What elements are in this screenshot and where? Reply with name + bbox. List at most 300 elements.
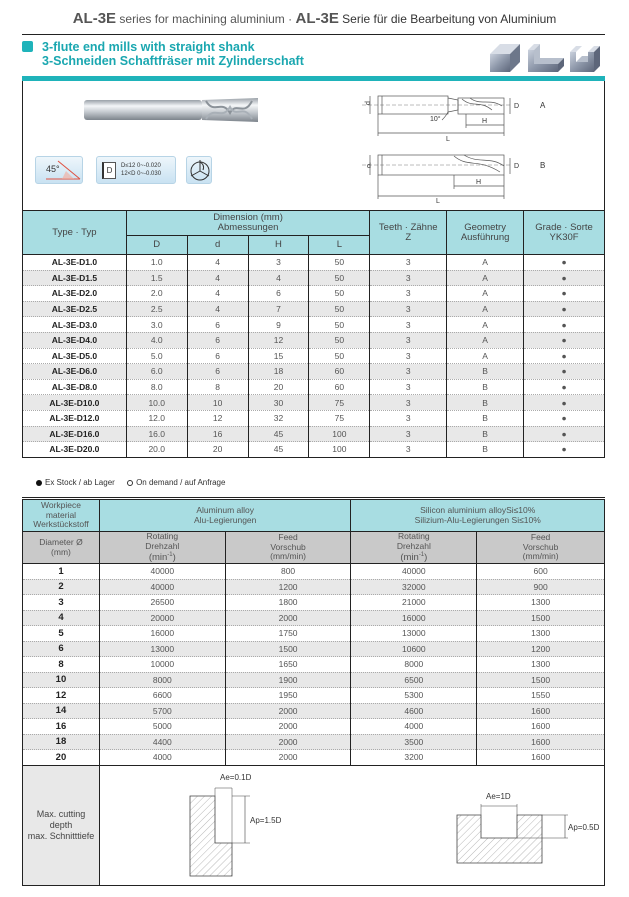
- series-text-de: Serie für die Bearbeitung von Aluminium: [342, 12, 557, 26]
- table-row: [23, 610, 605, 626]
- cell-stock: ●: [524, 255, 605, 271]
- label-D-a: D: [514, 103, 520, 110]
- cell-stock: ●: [524, 379, 605, 395]
- ex-stock-label: Ex Stock / ab Lager: [45, 478, 115, 487]
- series-code-2: AL-3E: [295, 10, 339, 27]
- cell-stock: ●: [524, 270, 605, 286]
- header-feed-2: Vorschub: [522, 541, 559, 552]
- label-angle-a: 10°: [430, 116, 441, 123]
- cell-geometry: A: [447, 317, 524, 333]
- cell-si-feed: 1300: [477, 626, 605, 642]
- cell-l: 75: [309, 395, 370, 411]
- cell-d: 20: [187, 442, 248, 458]
- header-feed-1: Feed: [530, 532, 551, 543]
- cell-geometry: B: [447, 379, 524, 395]
- cell-dia: 4: [23, 610, 100, 626]
- helix-angle-value: 45°: [46, 164, 60, 174]
- cell-d: 1.5: [126, 270, 187, 286]
- label-d-b: d: [367, 163, 371, 170]
- cell-geometry: B: [447, 364, 524, 380]
- dimension-table: [22, 210, 605, 458]
- geometry-label-a: A: [540, 101, 546, 110]
- header-grade-de: YK30F: [549, 231, 579, 243]
- cell-geometry: A: [447, 286, 524, 302]
- cell-d: 16: [187, 426, 248, 442]
- cell-alu-rpm: 5000: [99, 719, 225, 735]
- cell-stock: ●: [524, 395, 605, 411]
- cell-d: 10: [187, 395, 248, 411]
- diameter-tolerance-icon: D: [102, 162, 116, 179]
- cell-z: 3: [370, 426, 447, 442]
- header-d: d: [187, 236, 248, 255]
- table-row: [23, 286, 605, 302]
- cell-z: 3: [370, 442, 447, 458]
- cell-stock: ●: [524, 348, 605, 364]
- table-row: [23, 332, 605, 348]
- cell-l: 100: [309, 426, 370, 442]
- cell-stock: ●: [524, 410, 605, 426]
- cell-alu-feed: 1500: [225, 641, 351, 657]
- cell-z: 3: [370, 410, 447, 426]
- header-workpiece-1: Workpiece: [40, 500, 81, 511]
- header-teeth-de: Z: [405, 231, 412, 243]
- stock-legend: [36, 478, 225, 487]
- cell-type: AL-3E-D4.0: [23, 332, 127, 348]
- cell-si-rpm: 13000: [351, 626, 477, 642]
- cell-d: 6: [187, 364, 248, 380]
- cell-z: 3: [370, 270, 447, 286]
- header-feed-1: Feed: [278, 532, 298, 543]
- cell-l: 100: [309, 442, 370, 458]
- header-rot-2: Drehzahl: [396, 540, 431, 551]
- series-code: AL-3E: [72, 10, 117, 27]
- cell-type: AL-3E-D20.0: [23, 442, 127, 458]
- max-cutting-depth-label: [23, 765, 100, 885]
- cell-dia: 6: [23, 641, 100, 657]
- header-workpiece-3: Werkstückstoff: [33, 519, 89, 530]
- cell-stock: ●: [524, 286, 605, 302]
- cell-d: 12: [187, 410, 248, 426]
- cell-type: AL-3E-D2.5: [23, 301, 127, 317]
- label-H-a: H: [482, 118, 488, 125]
- cell-alu-rpm: 26500: [99, 595, 225, 611]
- header-workpiece-2: material: [45, 509, 77, 520]
- header-H: H: [248, 236, 309, 255]
- cell-z: 3: [370, 286, 447, 302]
- cell-si-rpm: 4600: [351, 703, 477, 719]
- cell-alu-feed: 800: [225, 564, 351, 580]
- header-alu-en: Aluminum alloy: [196, 505, 255, 515]
- table-row: [23, 719, 605, 735]
- three-flute-section-icon: [187, 157, 213, 185]
- cell-si-feed: 1600: [477, 703, 605, 719]
- side-milling-diagram: [190, 773, 282, 876]
- cell-alu-feed: 2000: [225, 703, 351, 719]
- header-rot-close: ): [172, 552, 176, 564]
- cell-si-rpm: 16000: [351, 610, 477, 626]
- slot-ae-label: Ae=1D: [485, 791, 511, 801]
- cell-geometry: B: [447, 426, 524, 442]
- table-row: [23, 395, 605, 411]
- cell-d: 6.0: [126, 364, 187, 380]
- helix-angle-badge: [35, 156, 83, 184]
- title-rule: [22, 34, 605, 35]
- cell-type: AL-3E-D16.0: [23, 426, 127, 442]
- header-diameter-2: (mm): [51, 546, 71, 557]
- cell-si-rpm: 6500: [351, 672, 477, 688]
- header-diameter: [23, 532, 100, 564]
- table-row: [23, 564, 605, 580]
- technical-drawings: [350, 88, 550, 203]
- cell-alu-rpm: 4000: [99, 750, 225, 766]
- cell-z: 3: [370, 348, 447, 364]
- header-grade-en: Grade · Sorte: [535, 221, 593, 233]
- cell-type: AL-3E-D1.0: [23, 255, 127, 271]
- header-geometry: [447, 211, 524, 255]
- cell-dia: 16: [23, 719, 100, 735]
- cell-dia: 10: [23, 672, 100, 688]
- cell-d: 6: [187, 317, 248, 333]
- cutting-depth-diagrams: [100, 766, 605, 886]
- cell-si-rpm: 3200: [351, 750, 477, 766]
- cell-dia: 12: [23, 688, 100, 704]
- table-row: [23, 672, 605, 688]
- cell-h: 3: [248, 255, 309, 271]
- cell-alu-rpm: 13000: [99, 641, 225, 657]
- table-row: [23, 270, 605, 286]
- cell-alu-rpm: 8000: [99, 672, 225, 688]
- cell-z: 3: [370, 332, 447, 348]
- cell-stock: ●: [524, 301, 605, 317]
- cell-alu-feed: 1650: [225, 657, 351, 673]
- header-alu-de: Alu-Legierungen: [194, 514, 257, 525]
- cell-si-rpm: 3500: [351, 734, 477, 750]
- table-row: [23, 379, 605, 395]
- header-aluminum-alloy: [99, 500, 351, 532]
- header-feed-unit: (mm/min): [270, 551, 307, 562]
- side-ae-label: Ae=0.1D: [219, 772, 252, 782]
- cell-z: 3: [370, 301, 447, 317]
- label-d-a: d: [365, 101, 372, 105]
- header-rot-1: Rotating: [397, 531, 430, 542]
- section-title-de: 3-Schneiden Schaftfräser mit Zylinderschaft: [42, 54, 304, 68]
- label-D-b: D: [514, 163, 520, 170]
- cell-geometry: A: [447, 270, 524, 286]
- cell-si-feed: 1300: [477, 595, 605, 611]
- cell-alu-rpm: 40000: [99, 564, 225, 580]
- flute-section-badge: [186, 156, 212, 184]
- cell-alu-rpm: 6600: [99, 688, 225, 704]
- cell-type: AL-3E-D1.5: [23, 270, 127, 286]
- table-row: [23, 688, 605, 704]
- cell-l: 50: [309, 301, 370, 317]
- geometry-label-b: B: [540, 161, 546, 170]
- cell-z: 3: [370, 379, 447, 395]
- cell-dia: 8: [23, 657, 100, 673]
- table-row: [23, 734, 605, 750]
- table-row: [23, 426, 605, 442]
- cell-si-feed: 1600: [477, 734, 605, 750]
- section-bullet-icon: [22, 41, 33, 52]
- cell-d: 3.0: [126, 317, 187, 333]
- header-si-rotating: [351, 532, 477, 564]
- cell-geometry: A: [447, 255, 524, 271]
- cell-h: 20: [248, 379, 309, 395]
- drawing-geometry-b: [362, 155, 510, 199]
- table-row: [23, 657, 605, 673]
- cell-d: 4: [187, 301, 248, 317]
- cell-l: 50: [309, 332, 370, 348]
- header-dimension-en: Dimension (mm): [213, 212, 283, 223]
- header-rot-exp: -1: [418, 552, 425, 559]
- cell-l: 50: [309, 255, 370, 271]
- cell-type: AL-3E-D12.0: [23, 410, 127, 426]
- cell-alu-feed: 1950: [225, 688, 351, 704]
- cell-type: AL-3E-D5.0: [23, 348, 127, 364]
- cell-l: 50: [309, 270, 370, 286]
- header-rot-close: ): [424, 552, 428, 564]
- header-geometry-de: Ausführung: [460, 231, 510, 243]
- cell-dia: 18: [23, 734, 100, 750]
- cell-l: 50: [309, 348, 370, 364]
- cell-dia: 2: [23, 579, 100, 595]
- cell-h: 30: [248, 395, 309, 411]
- cell-dia: 3: [23, 595, 100, 611]
- cell-alu-feed: 2000: [225, 610, 351, 626]
- cell-l: 75: [309, 410, 370, 426]
- header-rot-unit: (min: [400, 552, 419, 564]
- header-D: D: [126, 236, 187, 255]
- ex-stock-icon: [36, 480, 42, 486]
- cell-type: AL-3E-D2.0: [23, 286, 127, 302]
- separator: ·: [288, 12, 293, 26]
- table-row: [23, 703, 605, 719]
- cell-si-feed: 600: [477, 564, 605, 580]
- cell-l: 50: [309, 286, 370, 302]
- cell-geometry: B: [447, 410, 524, 426]
- cell-h: 4: [248, 270, 309, 286]
- cell-h: 15: [248, 348, 309, 364]
- cell-dia: 20: [23, 750, 100, 766]
- cell-d: 10.0: [126, 395, 187, 411]
- end-mill-photo: [82, 95, 262, 125]
- cell-si-feed: 900: [477, 579, 605, 595]
- cell-geometry: B: [447, 442, 524, 458]
- table-row: [23, 579, 605, 595]
- cell-geometry: A: [447, 348, 524, 364]
- cell-si-feed: 1200: [477, 641, 605, 657]
- cell-d: 6: [187, 348, 248, 364]
- cell-l: 60: [309, 379, 370, 395]
- label-H-b: H: [476, 179, 482, 186]
- cell-stock: ●: [524, 442, 605, 458]
- header-alu-feed: [225, 532, 351, 564]
- table-row: [23, 410, 605, 426]
- cell-h: 12: [248, 332, 309, 348]
- label-L-a: L: [446, 136, 450, 143]
- cell-type: AL-3E-D6.0: [23, 364, 127, 380]
- cell-si-feed: 1550: [477, 688, 605, 704]
- cell-alu-rpm: 16000: [99, 626, 225, 642]
- cell-d: 20.0: [126, 442, 187, 458]
- cell-si-feed: 1600: [477, 719, 605, 735]
- table-row: [23, 348, 605, 364]
- header-diameter-1: Diameter Ø: [39, 537, 83, 547]
- cell-si-rpm: 4000: [351, 719, 477, 735]
- header-si-feed: [477, 532, 605, 564]
- cell-l: 50: [309, 317, 370, 333]
- cell-alu-feed: 1200: [225, 579, 351, 595]
- header-alu-rotating: [99, 532, 225, 564]
- header-feed-unit: (mm/min): [522, 551, 559, 562]
- cell-d: 2.0: [126, 286, 187, 302]
- cell-geometry: B: [447, 395, 524, 411]
- cell-d: 4: [187, 286, 248, 302]
- cell-si-rpm: 40000: [351, 564, 477, 580]
- header-grade: [524, 211, 605, 255]
- on-demand-icon: [127, 480, 133, 486]
- header-L: L: [309, 236, 370, 255]
- cell-geometry: A: [447, 301, 524, 317]
- cell-stock: ●: [524, 364, 605, 380]
- header-type: Type · Typ: [23, 211, 127, 255]
- cell-dia: 14: [23, 703, 100, 719]
- cell-d: 4.0: [126, 332, 187, 348]
- cell-d: 8.0: [126, 379, 187, 395]
- cell-z: 3: [370, 317, 447, 333]
- cell-z: 3: [370, 395, 447, 411]
- cell-h: 45: [248, 426, 309, 442]
- cell-si-feed: 1500: [477, 610, 605, 626]
- helix-angle-icon: [36, 157, 84, 185]
- cell-alu-feed: 2000: [225, 750, 351, 766]
- cell-alu-feed: 1750: [225, 626, 351, 642]
- tolerance-line-1: D≤12 0~-0.020: [121, 163, 161, 169]
- cutting-data-table: [22, 499, 605, 886]
- cell-alu-feed: 1800: [225, 595, 351, 611]
- cell-d: 4: [187, 255, 248, 271]
- series-text-en: series for machining aluminium: [119, 12, 285, 26]
- header-feed-2: Vorschub: [270, 541, 306, 552]
- cell-si-feed: 1300: [477, 657, 605, 673]
- cell-h: 7: [248, 301, 309, 317]
- table-row: [23, 750, 605, 766]
- cell-h: 9: [248, 317, 309, 333]
- cell-d: 4: [187, 270, 248, 286]
- section-title-en: 3-flute end mills with straight shank: [42, 40, 255, 54]
- header-rot-unit: (min: [148, 552, 168, 564]
- cell-h: 45: [248, 442, 309, 458]
- cell-z: 3: [370, 364, 447, 380]
- cell-h: 32: [248, 410, 309, 426]
- cell-si-rpm: 5300: [351, 688, 477, 704]
- cell-si-rpm: 10600: [351, 641, 477, 657]
- machining-shapes: [486, 40, 606, 74]
- table-row: [23, 364, 605, 380]
- table-row: [23, 595, 605, 611]
- cell-h: 6: [248, 286, 309, 302]
- header-rot-exp: -1: [167, 552, 173, 559]
- cell-si-rpm: 32000: [351, 579, 477, 595]
- cell-d: 2.5: [126, 301, 187, 317]
- header-rot-1: Rotating: [146, 531, 179, 542]
- on-demand-label: On demand / auf Anfrage: [136, 478, 226, 487]
- slot-ap-label: Ap=0.5D: [567, 822, 600, 832]
- side-ap-label: Ap=1.5D: [249, 815, 282, 825]
- label-L-b: L: [436, 198, 440, 203]
- header-silicon-alloy: [351, 500, 605, 532]
- table-row: [23, 301, 605, 317]
- table-row: [23, 641, 605, 657]
- header-si-en: Silicon aluminium alloySi≤10%: [420, 505, 536, 515]
- header-teeth-en: Teeth · Zähne: [378, 221, 438, 233]
- depth-label-1: Max. cutting: [36, 808, 86, 819]
- cell-stock: ●: [524, 317, 605, 333]
- tolerance-badge: [96, 156, 176, 184]
- table-row: [23, 255, 605, 271]
- header-geometry-en: Geometry: [464, 221, 506, 233]
- cell-stock: ●: [524, 426, 605, 442]
- cell-alu-feed: 1900: [225, 672, 351, 688]
- header-dimension-de: Abmessungen: [217, 222, 279, 233]
- cell-type: AL-3E-D8.0: [23, 379, 127, 395]
- slot-milling-icon: [570, 46, 600, 72]
- cell-d: 5.0: [126, 348, 187, 364]
- cell-dia: 1: [23, 564, 100, 580]
- cell-si-rpm: 8000: [351, 657, 477, 673]
- cell-dia: 5: [23, 626, 100, 642]
- cell-type: AL-3E-D3.0: [23, 317, 127, 333]
- cell-d: 1.0: [126, 255, 187, 271]
- cell-alu-feed: 2000: [225, 734, 351, 750]
- face-milling-icon: [490, 44, 520, 72]
- cell-alu-rpm: 4400: [99, 734, 225, 750]
- cell-alu-rpm: 10000: [99, 657, 225, 673]
- header-si-de: Silizium-Alu-Legierungen Si≤10%: [414, 514, 541, 525]
- cell-h: 18: [248, 364, 309, 380]
- cell-stock: ●: [524, 332, 605, 348]
- cell-si-feed: 1500: [477, 672, 605, 688]
- depth-label-3: max. Schnitttiefe: [27, 830, 95, 841]
- cell-d: 12.0: [126, 410, 187, 426]
- cell-alu-rpm: 40000: [99, 579, 225, 595]
- cell-type: AL-3E-D10.0: [23, 395, 127, 411]
- cell-alu-rpm: 5700: [99, 703, 225, 719]
- cell-si-rpm: 21000: [351, 595, 477, 611]
- cell-si-feed: 1600: [477, 750, 605, 766]
- table-row: [23, 626, 605, 642]
- cell-alu-feed: 2000: [225, 719, 351, 735]
- cell-z: 3: [370, 255, 447, 271]
- header-workpiece: [23, 500, 100, 532]
- header-dimension: [126, 211, 370, 236]
- page-title: [0, 10, 629, 27]
- slot-milling-diagram: [457, 792, 600, 863]
- legend-rule: [22, 497, 605, 498]
- header-rot-2: Drehzahl: [145, 540, 180, 551]
- table-row: [23, 442, 605, 458]
- depth-label-2: depth: [49, 819, 73, 830]
- cell-l: 60: [309, 364, 370, 380]
- cell-alu-rpm: 20000: [99, 610, 225, 626]
- shoulder-milling-icon: [528, 44, 564, 72]
- cell-d: 16.0: [126, 426, 187, 442]
- tolerance-line-2: 12<D 0~-0.030: [121, 171, 162, 177]
- cell-d: 8: [187, 379, 248, 395]
- header-teeth: [370, 211, 447, 255]
- cell-d: 6: [187, 332, 248, 348]
- cell-geometry: A: [447, 332, 524, 348]
